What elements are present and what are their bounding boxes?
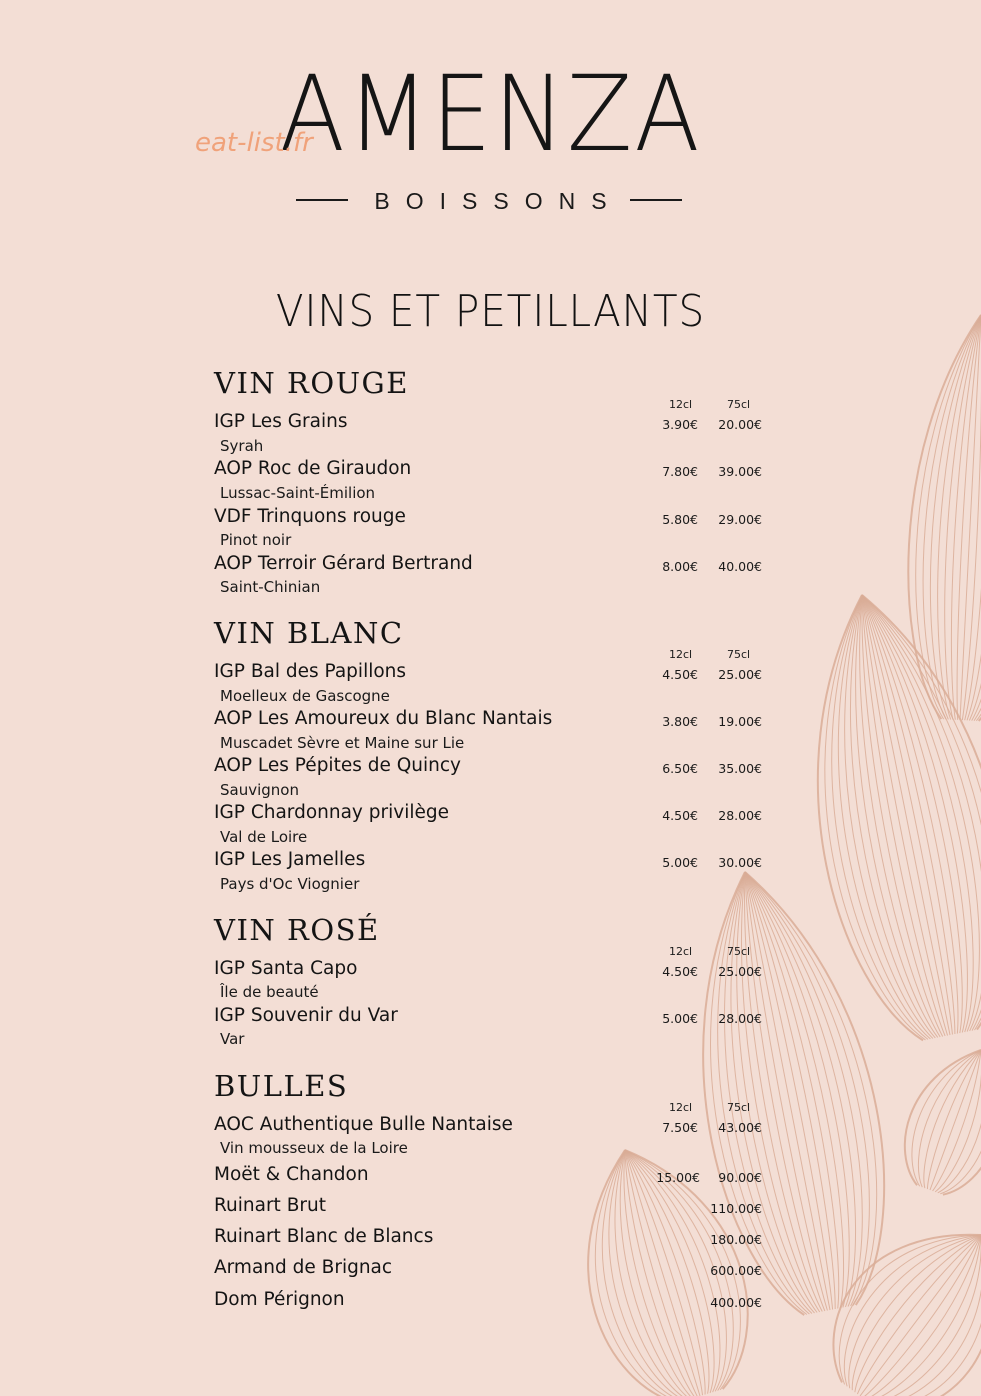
- price-75cl: 29.00€: [718, 512, 762, 527]
- wine-name: VDF Trinquons rouge: [214, 506, 406, 527]
- wine-name: IGP Chardonnay privilège: [214, 802, 449, 823]
- wine-description: Muscadet Sèvre et Maine sur Lie: [220, 734, 465, 752]
- wine-description: Lussac-Saint-Émilion: [220, 484, 376, 502]
- section-title-vin-rouge: VIN ROUGE: [214, 366, 409, 400]
- wine-name: Ruinart Brut: [214, 1195, 326, 1216]
- wine-description: Syrah: [220, 437, 264, 455]
- price-12cl: 7.50€: [662, 1120, 698, 1135]
- petal-shape: [703, 872, 884, 1315]
- price-12cl: 7.80€: [662, 464, 698, 479]
- wine-name: Moët & Chandon: [214, 1164, 369, 1185]
- wine-name: IGP Les Grains: [214, 411, 348, 432]
- price-12cl: 8.00€: [662, 559, 698, 574]
- column-label-12cl: 12cl: [669, 945, 693, 958]
- wine-description: Val de Loire: [220, 828, 308, 846]
- price-12cl: 4.50€: [662, 808, 698, 823]
- petal-shape: [908, 315, 981, 721]
- price-75cl: 39.00€: [718, 464, 762, 479]
- wine-description: Moelleux de Gascogne: [220, 687, 390, 705]
- price-12cl: 3.90€: [662, 417, 698, 432]
- column-label-75cl: 75cl: [727, 648, 751, 661]
- wine-description: Saint-Chinian: [220, 578, 321, 596]
- wine-name: IGP Santa Capo: [214, 958, 358, 979]
- price-12cl: 15.00€: [656, 1170, 700, 1185]
- price-75cl: 20.00€: [718, 417, 762, 432]
- price-75cl: 43.00€: [718, 1120, 762, 1135]
- price-75cl: 25.00€: [718, 964, 762, 979]
- section-title-bulles: BULLES: [214, 1069, 349, 1103]
- wine-name: IGP Bal des Papillons: [214, 661, 407, 682]
- price-75cl: 180.00€: [710, 1232, 762, 1247]
- wine-name: AOP Roc de Giraudon: [214, 458, 412, 479]
- wine-name: IGP Souvenir du Var: [214, 1005, 398, 1026]
- price-12cl: 5.00€: [662, 855, 698, 870]
- column-label-12cl: 12cl: [669, 648, 693, 661]
- wine-description: Pays d'Oc Viognier: [220, 875, 360, 893]
- price-75cl: 35.00€: [718, 761, 762, 776]
- section-title-vin-blanc: VIN BLANC: [214, 616, 404, 650]
- column-label-12cl: 12cl: [669, 1101, 693, 1114]
- price-12cl: 6.50€: [662, 761, 698, 776]
- price-12cl: 5.80€: [662, 512, 698, 527]
- wine-name: AOP Les Amoureux du Blanc Nantais: [214, 708, 553, 729]
- price-75cl: 600.00€: [710, 1263, 762, 1278]
- petal-shape: [818, 595, 981, 1040]
- wine-description: Pinot noir: [220, 531, 292, 549]
- wine-description: Sauvignon: [220, 781, 299, 799]
- price-75cl: 400.00€: [710, 1295, 762, 1310]
- wine-name: Dom Pérignon: [214, 1289, 345, 1310]
- column-label-75cl: 75cl: [727, 945, 751, 958]
- price-75cl: 25.00€: [718, 667, 762, 682]
- price-12cl: 4.50€: [662, 964, 698, 979]
- price-75cl: 19.00€: [718, 714, 762, 729]
- page-title: VINS ET PETILLANTS: [275, 286, 706, 337]
- price-75cl: 28.00€: [718, 808, 762, 823]
- price-75cl: 90.00€: [718, 1170, 762, 1185]
- price-12cl: 5.00€: [662, 1011, 698, 1026]
- menu-subtitle: BOISSONS: [374, 188, 623, 214]
- price-12cl: 4.50€: [662, 667, 698, 682]
- watermark: eat-list.fr: [195, 128, 313, 158]
- price-75cl: 40.00€: [718, 559, 762, 574]
- column-label-12cl: 12cl: [669, 398, 693, 411]
- wine-description: Vin mousseux de la Loire: [220, 1139, 408, 1157]
- column-label-75cl: 75cl: [727, 398, 751, 411]
- wine-name: AOP Terroir Gérard Bertrand: [214, 553, 473, 574]
- price-75cl: 110.00€: [710, 1201, 762, 1216]
- petal-shape: [905, 1050, 981, 1195]
- price-75cl: 28.00€: [718, 1011, 762, 1026]
- wine-name: AOC Authentique Bulle Nantaise: [214, 1114, 513, 1135]
- price-12cl: 3.80€: [662, 714, 698, 729]
- brand-logo: AMENZA: [279, 53, 702, 175]
- section-title-vin-rose: VIN ROSÉ: [214, 913, 380, 947]
- petal-shape: [833, 1235, 981, 1396]
- wine-name: Armand de Brignac: [214, 1257, 393, 1278]
- wine-description: Var: [220, 1030, 245, 1048]
- column-label-75cl: 75cl: [727, 1101, 751, 1114]
- wine-name: IGP Les Jamelles: [214, 849, 366, 870]
- wine-name: AOP Les Pépites de Quincy: [214, 755, 462, 776]
- wine-name: Ruinart Blanc de Blancs: [214, 1226, 434, 1247]
- wine-description: Île de beauté: [220, 983, 319, 1001]
- price-75cl: 30.00€: [718, 855, 762, 870]
